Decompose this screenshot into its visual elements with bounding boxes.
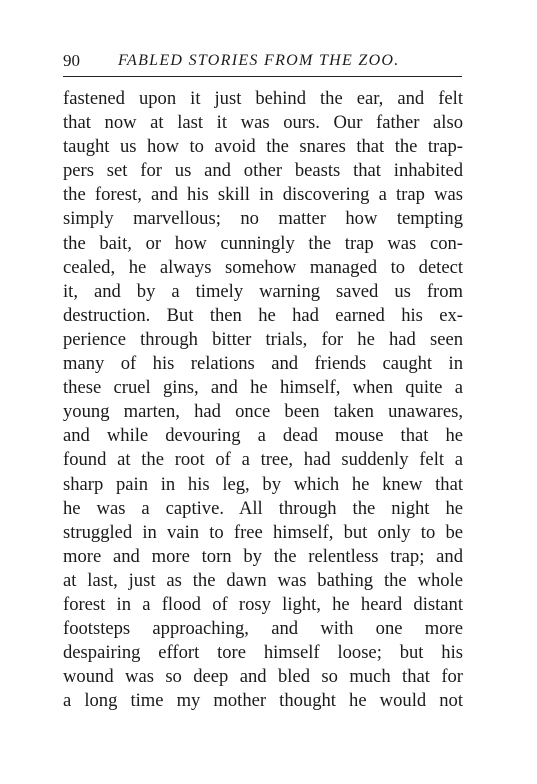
text-line: many of his relations and friends caught in (63, 353, 463, 375)
text-line: he was a captive. All through the night he (63, 497, 463, 519)
text-line: it, and by a timely warning saved us from (63, 280, 463, 302)
text-line: wound was so deep and bled so much that for (63, 666, 463, 688)
text-line: despairing effort tore himself loose; but his (63, 642, 463, 664)
page-number: 90 (63, 51, 80, 70)
text-line: young marten, had once been taken unawares, (63, 401, 463, 423)
text-line: simply marvellous; no matter how tempting (63, 208, 463, 230)
text-line: at last, just as the dawn was bathing the whole (63, 569, 463, 591)
text-line: more and more torn by the relentless trap; and (63, 545, 463, 567)
text-line: cealed, he always somehow managed to detect (63, 256, 463, 278)
running-head (63, 50, 463, 72)
text-line: perience through bitter trials, for he had seen (63, 328, 463, 350)
text-line: destruction. But then he had earned his ex- (63, 304, 463, 326)
header-rule (63, 76, 462, 77)
text-line: forest in a flood of rosy light, he heard distant (63, 593, 463, 615)
text-line: pers set for us and other beasts that inhabited (63, 160, 463, 182)
text-line: these cruel gins, and he himself, when quite a (63, 377, 463, 399)
text-line: footsteps approaching, and with one more (63, 618, 463, 640)
running-head-title: FABLED STORIES FROM THE ZOO. (118, 52, 400, 69)
text-line: that now at last it was ours. Our father also (63, 112, 463, 134)
body-text (63, 87, 463, 713)
text-line: sharp pain in his leg, by which he knew that (63, 473, 463, 495)
text-line: struggled in vain to free himself, but only to be (63, 521, 463, 543)
text-line: found at the root of a tree, had suddenly felt a (63, 449, 463, 471)
text-line: the bait, or how cunningly the trap was con- (63, 232, 463, 254)
text-line: and while devouring a dead mouse that he (63, 425, 463, 447)
text-line: a long time my mother thought he would not (63, 690, 463, 712)
text-line: taught us how to avoid the snares that the trap- (63, 136, 463, 158)
text-line: fastened upon it just behind the ear, and felt (63, 88, 463, 109)
text-line: the forest, and his skill in discovering a trap was (63, 184, 463, 206)
